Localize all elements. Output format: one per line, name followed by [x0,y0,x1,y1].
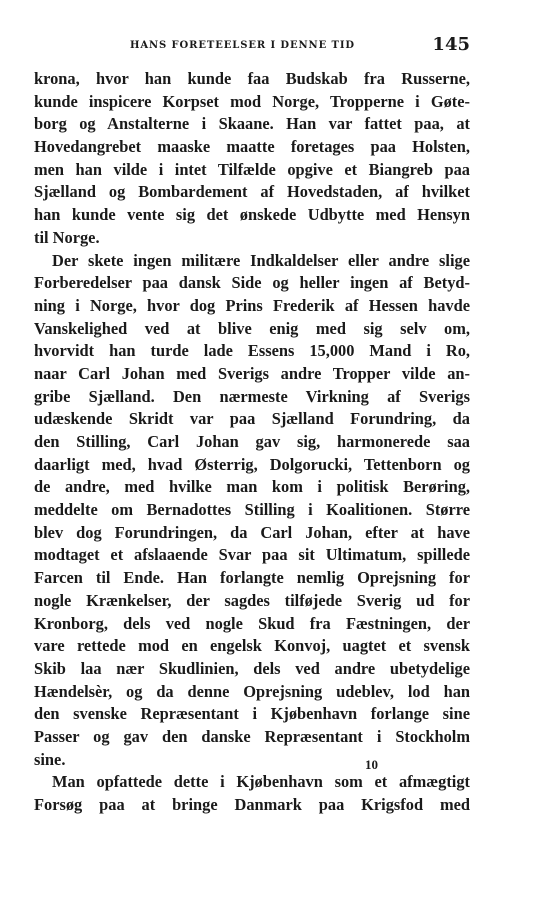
text-line: Hovedangrebet maaske maatte foretages paa Holsten, [34,137,470,157]
text-line: sine. [34,749,66,769]
body-text [34,68,470,817]
text-line: Hændelsèr, og da denne Oprejsning udeblev, lod han [34,681,470,701]
text-line: udæskende Skridt var paa Sjælland Forundring, da [34,409,470,429]
text-line: daarligt med, hvad Østerrig, Dolgorucki, Tettenborn og [34,454,470,474]
page-number: 145 [432,34,470,55]
text-line: Forberedelser paa dansk Side og heller ingen af Betyd- [34,273,470,293]
text-line: den Stilling, Carl Johan gav sig, harmonerede saa [34,432,470,451]
text-line: Forsøg paa at bringe Danmark paa Krigsfod med [34,795,470,814]
text-line: krona, hvor han kunde faa Budskab fra Russerne, [34,69,470,88]
text-line: men han vilde i intet Tilfælde opgive et Biangreb paa [34,159,470,179]
text-line: kunde inspicere Korpset mod Norge, Tropperne i Gøte- [34,91,470,111]
text-line: de andre, med hvilke man kom i politisk Berøring, [34,477,470,497]
text-line: den svenske Repræsentant i Kjøbenhavn forlange sine [34,704,470,724]
text-line: Farcen til Ende. Han forlangte nemlig Oprejsning for [34,568,470,588]
text-line: meddelte om Bernadottes Stilling i Koalitionen. Større [34,500,470,520]
text-line: nogle Krænkelser, der sagdes tilføjede Sverig ud for [34,590,470,610]
running-head [34,34,470,64]
text-line: borg og Anstalterne i Skaane. Han var fattet paa, at [34,114,470,134]
text-line: naar Carl Johan med Sverigs andre Tropper vilde an- [34,363,470,383]
text-line: han kunde vente sig det ønskede Udbytte med Hensyn [34,205,470,225]
running-title: HANS FORETEELSER I DENNE TID [130,40,355,51]
text-line: blev dog Forundringen, da Carl Johan, efter at have [34,522,470,542]
text-line: Skib laa nær Skudlinien, dels ved andre ubetydelige [34,658,470,678]
text-line: Der skete ingen militære Indkaldelser eller andre slige [52,250,470,270]
text-line: vare rettede mod en engelsk Konvoj, uagtet et svensk [34,636,470,656]
text-line: ning i Norge, hvor dog Prins Frederik af Hessen havde [34,295,470,315]
text-line: gribe Sjælland. Den nærmeste Virkning af Sverigs [34,386,470,406]
text-line: Vanskelighed ved at blive enig med sig selv om, [34,318,470,338]
signature-mark: 10 [365,757,378,772]
text-line: modtaget et afslaaende Svar paa sit Ultimatum, spillede [34,545,470,565]
text-line: til Norge. [34,227,100,247]
text-line: Passer og gav den danske Repræsentant i Stockholm [34,726,470,746]
text-line: hvorvidt han turde lade Essens 15,000 Mand i Ro, [34,341,470,361]
text-line: Kronborg, dels ved nogle Skud fra Fæstningen, der [34,613,470,633]
book-page [34,34,470,817]
text-line: Sjælland og Bombardement af Hovedstaden, af hvilket [34,182,470,202]
text-line: Man opfattede dette i Kjøbenhavn som et afmægtigt [52,772,470,792]
